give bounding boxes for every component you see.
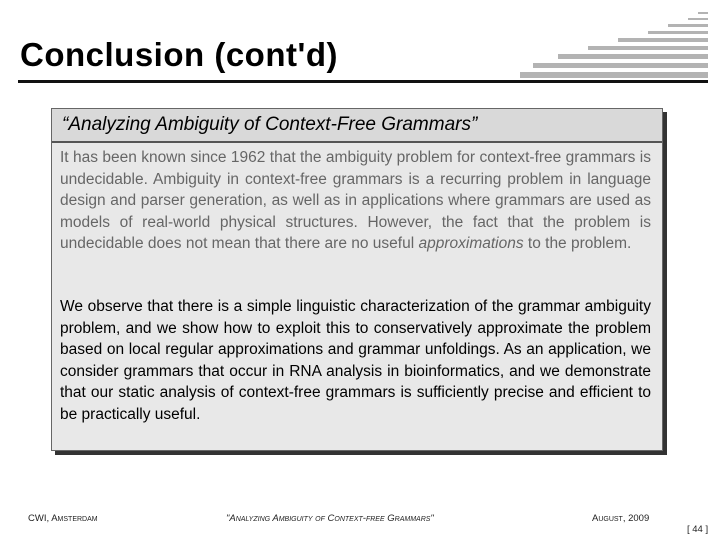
stripe (618, 38, 708, 42)
p1-emphasis: approximations (418, 235, 524, 253)
stripe (648, 31, 708, 34)
stripe (520, 72, 708, 78)
abstract-header (52, 109, 662, 143)
stripe (698, 12, 708, 14)
slide-title: Conclusion (cont'd) (20, 36, 338, 73)
stripe (668, 24, 708, 27)
abstract-heading: “Analyzing Ambiguity of Context-Free Grammars” (62, 114, 478, 135)
stripe (588, 46, 708, 50)
stripe (533, 63, 708, 68)
footer-paper-title: "Analyzing Ambiguity of Context-free Grammars" (226, 513, 434, 524)
footer-date: August, 2009 (592, 513, 650, 524)
stripe (688, 18, 708, 20)
decorative-stripes (520, 12, 708, 80)
page-number: [ 44 ] (687, 524, 709, 535)
abstract-paragraph-1 (60, 147, 651, 255)
p1-text-end: to the problem. (523, 235, 632, 253)
footer-institution: CWI, Amsterdam (28, 513, 98, 524)
stripe (558, 54, 708, 59)
title-underline (18, 80, 708, 83)
abstract-paragraph-2: We observe that there is a simple linguistic characterization of the grammar ambiguity problem, and we show how to exploit this to conservatively approximate the problem based on local regular approximations and grammar unfoldings. As an application, we consider grammars that occur in RNA analysis in bioinformatics, and we demonstrate that our static analysis of context-free grammars is sufficiently precise and efficient to be practically useful. (60, 298, 651, 423)
abstract-box (51, 108, 663, 451)
p1-text: It has been known since 1962 that the ambiguity problem for context-free grammars is undecidable. Ambiguity in context-free grammars is a recurring problem in language design and parser generation, as well as in applications where grammars are used as models of real-world physical structures. However, the fact that the problem is undecidable does not mean that there are no useful (60, 149, 651, 253)
